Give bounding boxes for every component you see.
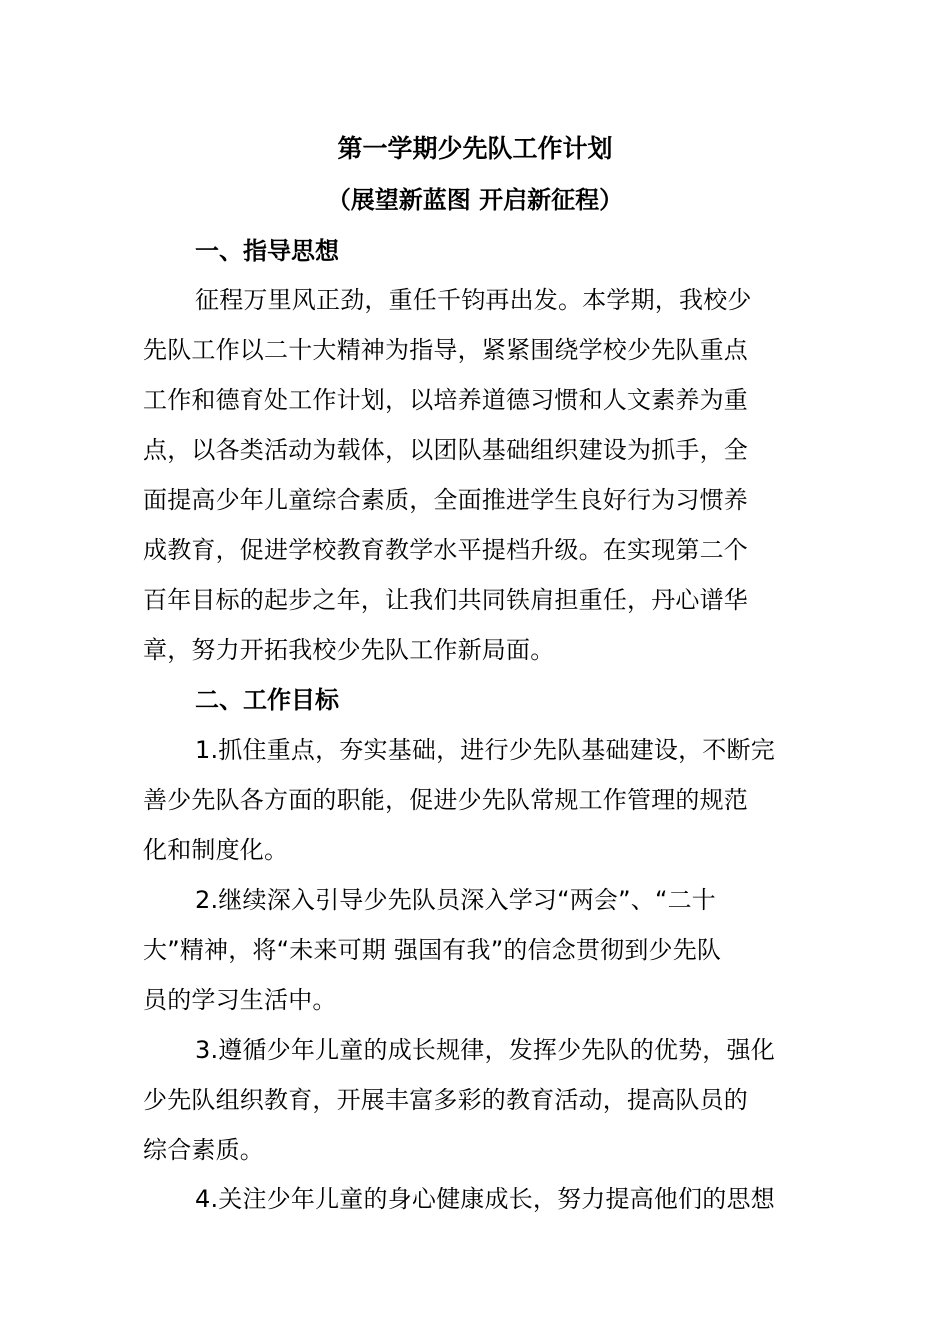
- paragraph-line: 征程万里风正劲，重任千钧再出发。本学期，我校少: [195, 286, 752, 314]
- paragraph-line: 百年目标的起步之年，让我们共同铁肩担重任，丹心谱华: [143, 586, 748, 614]
- list-item-line: 1.抓住重点，夯实基础，进行少先队基础建设，不断完: [195, 736, 775, 764]
- paragraph-line: 先队工作以二十大精神为指导，紧紧围绕学校少先队重点: [143, 336, 748, 364]
- list-item-line: 善少先队各方面的职能，促进少先队常规工作管理的规范: [143, 786, 748, 814]
- list-item-line: 员的学习生活中。: [143, 986, 337, 1014]
- list-item-line: 2.继续深入引导少先队员深入学习“两会”、“二十: [195, 886, 716, 914]
- document-subtitle: （展望新蓝图 开启新征程）: [326, 186, 624, 214]
- list-item-line: 4.关注少年儿童的身心健康成长，努力提高他们的思想: [195, 1185, 775, 1213]
- list-item-line: 大”精神，将“未来可期 强国有我”的信念贯彻到少先队: [143, 936, 722, 964]
- document-title: 第一学期少先队工作计划: [337, 134, 613, 163]
- paragraph-line: 成教育，促进学校教育教学水平提档升级。在实现第二个: [143, 536, 748, 564]
- list-item-line: 少先队组织教育，开展丰富多彩的教育活动，提高队员的: [143, 1086, 748, 1114]
- paragraph-line: 面提高少年儿童综合素质，全面推进学生良好行为习惯养: [143, 486, 748, 514]
- section-heading-guiding-thought: 一、指导思想: [195, 237, 339, 265]
- section-heading-work-goals: 二、工作目标: [195, 686, 339, 714]
- list-item-line: 化和制度化。: [143, 836, 289, 864]
- paragraph-line: 工作和德育处工作计划，以培养道德习惯和人文素养为重: [143, 386, 748, 414]
- paragraph-line: 章，努力开拓我校少先队工作新局面。: [143, 636, 555, 664]
- paragraph-line: 点，以各类活动为载体，以团队基础组织建设为抓手，全: [143, 436, 748, 464]
- list-item-line: 综合素质。: [143, 1136, 264, 1164]
- list-item-line: 3.遵循少年儿童的成长规律，发挥少先队的优势，强化: [195, 1036, 775, 1064]
